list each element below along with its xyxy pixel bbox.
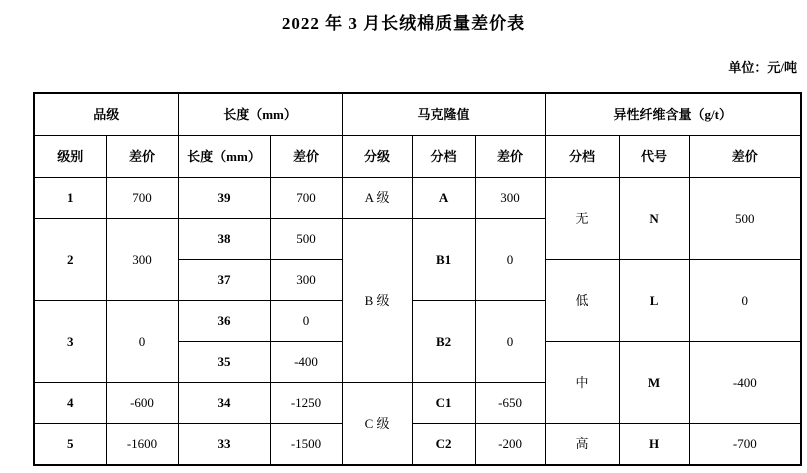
page-title: 2022 年 3 月长绒棉质量差价表 xyxy=(281,14,526,33)
micronaire-tier-cell: C2 xyxy=(412,424,475,466)
fiber-code-cell: M xyxy=(619,342,689,424)
fiber-code-cell: H xyxy=(619,424,689,466)
fiber-code-cell: N xyxy=(619,178,689,260)
micronaire-tier-cell: B1 xyxy=(412,219,475,301)
grade-diff-cell: 700 xyxy=(106,178,178,219)
micronaire-class-cell: C 级 xyxy=(342,383,412,466)
length-diff-cell: 0 xyxy=(270,301,342,342)
col-header-micronaire-diff: 差价 xyxy=(475,136,545,178)
group-header-grade: 品级 xyxy=(34,93,178,136)
fiber-tier-cell: 高 xyxy=(545,424,619,466)
table-row xyxy=(34,424,801,466)
group-header-micronaire: 马克隆值 xyxy=(342,93,545,136)
grade-diff-cell: 300 xyxy=(106,219,178,301)
length-diff-cell: 300 xyxy=(270,260,342,301)
fiber-diff-cell: 0 xyxy=(689,260,801,342)
length-value-cell: 39 xyxy=(178,178,270,219)
grade-level-cell: 2 xyxy=(34,219,106,301)
length-value-cell: 37 xyxy=(178,260,270,301)
micronaire-diff-cell: -650 xyxy=(475,383,545,424)
grade-level-cell: 5 xyxy=(34,424,106,466)
fiber-tier-cell: 低 xyxy=(545,260,619,342)
length-value-cell: 33 xyxy=(178,424,270,466)
col-header-fiber-code: 代号 xyxy=(619,136,689,178)
length-value-cell: 35 xyxy=(178,342,270,383)
col-header-fiber-tier: 分档 xyxy=(545,136,619,178)
col-header-micronaire-tier: 分档 xyxy=(412,136,475,178)
col-header-grade-level: 级别 xyxy=(34,136,106,178)
grade-diff-cell: -1600 xyxy=(106,424,178,466)
grade-diff-cell: -600 xyxy=(106,383,178,424)
length-value-cell: 38 xyxy=(178,219,270,260)
col-header-length-diff: 差价 xyxy=(270,136,342,178)
col-header-micronaire-class: 分级 xyxy=(342,136,412,178)
grade-level-cell: 3 xyxy=(34,301,106,383)
fiber-tier-cell: 中 xyxy=(545,342,619,424)
micronaire-diff-cell: 0 xyxy=(475,219,545,301)
length-diff-cell: 700 xyxy=(270,178,342,219)
fiber-code-cell: L xyxy=(619,260,689,342)
sub-header-row xyxy=(34,136,801,178)
group-header-foreign-fiber: 异性纤维含量（g/t） xyxy=(545,93,801,136)
micronaire-tier-cell: B2 xyxy=(412,301,475,383)
length-value-cell: 36 xyxy=(178,301,270,342)
length-diff-cell: 500 xyxy=(270,219,342,260)
col-header-grade-diff: 差价 xyxy=(106,136,178,178)
fiber-diff-cell: 500 xyxy=(689,178,801,260)
table-row xyxy=(34,178,801,219)
grade-diff-cell: 0 xyxy=(106,301,178,383)
length-diff-cell: -400 xyxy=(270,342,342,383)
micronaire-tier-cell: A xyxy=(412,178,475,219)
micronaire-diff-cell: -200 xyxy=(475,424,545,466)
micronaire-class-cell: B 级 xyxy=(342,219,412,383)
fiber-diff-cell: -700 xyxy=(689,424,801,466)
micronaire-tier-cell: C1 xyxy=(412,383,475,424)
grade-level-cell: 1 xyxy=(34,178,106,219)
length-value-cell: 34 xyxy=(178,383,270,424)
group-header-row xyxy=(34,93,801,136)
length-diff-cell: -1250 xyxy=(270,383,342,424)
price-difference-table xyxy=(33,92,802,466)
fiber-tier-cell: 无 xyxy=(545,178,619,260)
col-header-fiber-diff: 差价 xyxy=(689,136,801,178)
micronaire-class-cell: A 级 xyxy=(342,178,412,219)
micronaire-diff-cell: 300 xyxy=(475,178,545,219)
grade-level-cell: 4 xyxy=(34,383,106,424)
col-header-length-value: 长度（mm） xyxy=(178,136,270,178)
unit-label: 单位：元/吨 xyxy=(728,60,797,75)
group-header-length: 长度（mm） xyxy=(178,93,342,136)
length-diff-cell: -1500 xyxy=(270,424,342,466)
fiber-diff-cell: -400 xyxy=(689,342,801,424)
micronaire-diff-cell: 0 xyxy=(475,301,545,383)
